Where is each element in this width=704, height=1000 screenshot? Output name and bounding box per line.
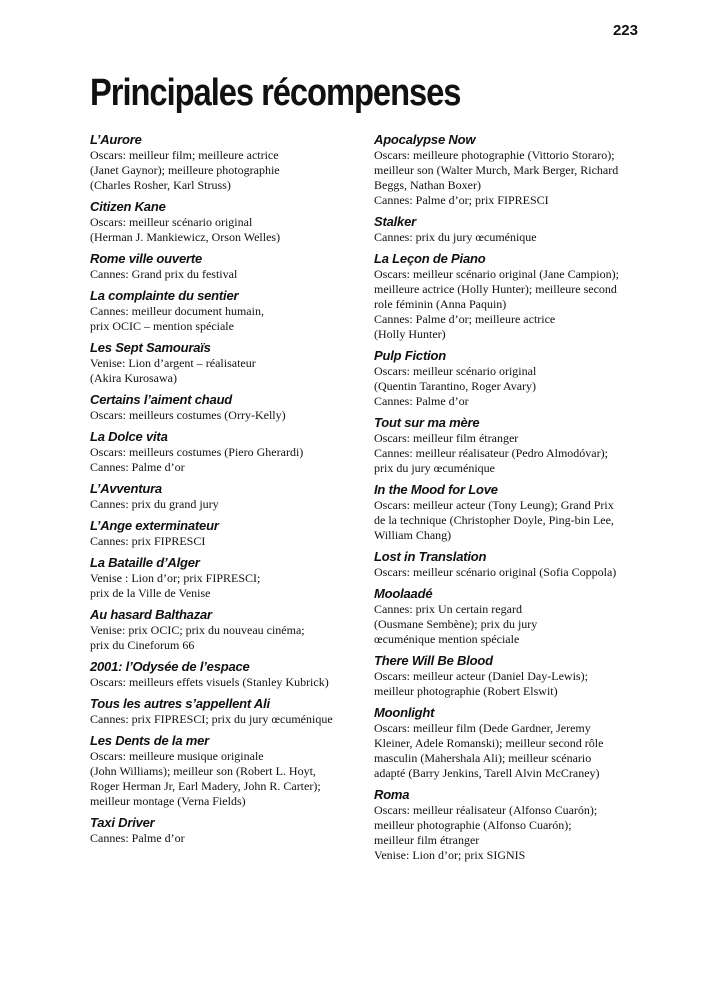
award-line: Oscars: meilleur scénario original	[374, 364, 537, 378]
award-entry	[90, 199, 360, 245]
film-title: Au hasard Balthazar	[90, 607, 212, 622]
film-title: Citizen Kane	[90, 199, 166, 214]
award-line: role féminin (Anna Paquin)	[374, 297, 507, 311]
award-line: Cannes: prix du jury œcuménique	[374, 230, 537, 244]
award-entry	[90, 251, 360, 282]
award-entry	[90, 815, 360, 846]
award-line: Venise: Lion d’or; prix SIGNIS	[374, 848, 526, 862]
award-entry	[374, 586, 644, 647]
award-line: Oscars: meilleurs costumes (Orry-Kelly)	[90, 408, 286, 422]
award-entry	[90, 481, 360, 512]
award-line: Kleiner, Adele Romanski); meilleur second rôle	[374, 736, 604, 750]
award-line: Venise : Lion d’or; prix FIPRESCI;	[90, 571, 261, 585]
film-title: Moolaadé	[374, 586, 433, 601]
award-entry	[374, 348, 644, 409]
left-column	[90, 132, 360, 852]
award-line: (Quentin Tarantino, Roger Avary)	[374, 379, 537, 393]
award-line: (Janet Gaynor); meilleure photographie	[90, 163, 280, 177]
film-title: Apocalypse Now	[374, 132, 476, 147]
award-entry	[90, 696, 360, 727]
award-line: Beggs, Nathan Boxer)	[374, 178, 481, 192]
film-title: In the Mood for Love	[374, 482, 498, 497]
award-line: adapté (Barry Jenkins, Tarell Alvin McCraney)	[374, 766, 600, 780]
award-line: prix de la Ville de Venise	[90, 586, 211, 600]
page-number: 223	[612, 22, 638, 39]
award-line: meilleur son (Walter Murch, Mark Berger, Richard	[374, 163, 619, 177]
award-line: Cannes: Palme d’or; meilleure actrice	[374, 312, 556, 326]
award-entry	[90, 340, 360, 386]
film-title: L’Aurore	[90, 132, 142, 147]
award-entry	[90, 429, 360, 475]
page-title: Principales récompenses	[90, 72, 461, 114]
award-entry	[374, 415, 644, 476]
award-line: meilleur film étranger	[374, 833, 480, 847]
award-line: Oscars: meilleur film; meilleure actrice	[90, 148, 279, 162]
award-entry	[90, 733, 360, 809]
film-title: Stalker	[374, 214, 416, 229]
film-title: Tous les autres s’appellent Ali	[90, 696, 270, 711]
award-entry	[374, 214, 644, 245]
award-line: Cannes: meilleur réalisateur (Pedro Almodóvar);	[374, 446, 608, 460]
award-line: Cannes: prix du grand jury	[90, 497, 219, 511]
award-line: Oscars: meilleur réalisateur (Alfonso Cuarón);	[374, 803, 598, 817]
award-entry	[374, 549, 644, 580]
award-line: Cannes: Palme d’or	[90, 460, 185, 474]
film-title: L’Ange exterminateur	[90, 518, 219, 533]
award-line: Cannes: Palme d’or; prix FIPRESCI	[374, 193, 549, 207]
award-line: prix OCIC – mention spéciale	[90, 319, 234, 333]
award-entry	[374, 787, 644, 863]
film-title: L’Avventura	[90, 481, 162, 496]
award-line: (Herman J. Mankiewicz, Orson Welles)	[90, 230, 281, 244]
award-entry	[374, 132, 644, 208]
film-title: Les Sept Samouraïs	[90, 340, 211, 355]
film-title: Pulp Fiction	[374, 348, 446, 363]
award-entry	[374, 482, 644, 543]
award-entry	[90, 392, 360, 423]
film-title: Lost in Translation	[374, 549, 487, 564]
film-title: There Will Be Blood	[374, 653, 493, 668]
award-line: meilleur photographie (Alfonso Cuarón);	[374, 818, 572, 832]
award-line: (John Williams); meilleur son (Robert L. Hoyt,	[90, 764, 316, 778]
film-title: 2001: l’Odysée de l’espace	[90, 659, 250, 674]
award-line: Cannes: prix FIPRESCI	[90, 534, 206, 548]
award-entry	[90, 288, 360, 334]
film-title: La Bataille d’Alger	[90, 555, 200, 570]
award-line: Oscars: meilleure photographie (Vittorio Storaro);	[374, 148, 615, 162]
award-entry	[90, 132, 360, 193]
award-line: prix du jury œcuménique	[374, 461, 495, 475]
award-line: Oscars: meilleurs costumes (Piero Gherardi)	[90, 445, 304, 459]
film-title: Certains l’aiment chaud	[90, 392, 233, 407]
award-line: Oscars: meilleur acteur (Tony Leung); Grand Prix	[374, 498, 614, 512]
film-title: Tout sur ma mère	[374, 415, 480, 430]
right-column	[374, 132, 644, 869]
award-line: masculin (Mahershala Ali); meilleur scénario	[374, 751, 592, 765]
award-line: Cannes: Palme d’or	[90, 831, 185, 845]
award-line: prix du Cineforum 66	[90, 638, 195, 652]
film-title: La Leçon de Piano	[374, 251, 486, 266]
film-title: Les Dents de la mer	[90, 733, 210, 748]
film-title: La Dolce vita	[90, 429, 168, 444]
award-entry	[90, 607, 360, 653]
film-title: La complainte du sentier	[90, 288, 239, 303]
award-line: (Ousmane Sembène); prix du jury	[374, 617, 538, 631]
award-entry	[374, 653, 644, 699]
award-line: Venise: prix OCIC; prix du nouveau cinéma;	[90, 623, 305, 637]
award-line: Oscars: meilleur film étranger	[374, 431, 519, 445]
award-entry	[90, 518, 360, 549]
award-line: meilleur photographie (Robert Elswit)	[374, 684, 558, 698]
award-line: Oscars: meilleur scénario original	[90, 215, 253, 229]
award-line: (Charles Rosher, Karl Struss)	[90, 178, 231, 192]
award-line: Roger Herman Jr, Earl Madery, John R. Carter);	[90, 779, 321, 793]
award-line: William Chang)	[374, 528, 452, 542]
film-title: Moonlight	[374, 705, 435, 720]
award-line: œcuménique mention spéciale	[374, 632, 520, 646]
award-entry	[374, 705, 644, 781]
award-line: Venise: Lion d’argent – réalisateur	[90, 356, 256, 370]
award-line: (Holly Hunter)	[374, 327, 446, 341]
award-line: de la technique (Christopher Doyle, Ping-bin Lee,	[374, 513, 614, 527]
award-line: Oscars: meilleurs effets visuels (Stanley Kubrick)	[90, 675, 329, 689]
award-line: Oscars: meilleur scénario original (Sofia Coppola)	[374, 565, 617, 579]
award-line: Oscars: meilleure musique originale	[90, 749, 264, 763]
award-line: Oscars: meilleur scénario original (Jane Campion);	[374, 267, 619, 281]
award-entry	[90, 555, 360, 601]
award-entry	[374, 251, 644, 342]
award-line: Cannes: meilleur document humain,	[90, 304, 264, 318]
award-line: Oscars: meilleur acteur (Daniel Day-Lewis);	[374, 669, 588, 683]
film-title: Roma	[374, 787, 410, 802]
award-entry	[90, 659, 360, 690]
award-line: Cannes: prix Un certain regard	[374, 602, 522, 616]
award-line: Oscars: meilleur film (Dede Gardner, Jeremy	[374, 721, 591, 735]
award-line: meilleur montage (Verna Fields)	[90, 794, 246, 808]
award-line: Cannes: Palme d’or	[374, 394, 469, 408]
award-line: (Akira Kurosawa)	[90, 371, 177, 385]
award-line: Cannes: Grand prix du festival	[90, 267, 238, 281]
film-title: Rome ville ouverte	[90, 251, 202, 266]
film-title: Taxi Driver	[90, 815, 155, 830]
award-line: meilleure actrice (Holly Hunter); meilleure second	[374, 282, 617, 296]
award-line: Cannes: prix FIPRESCI; prix du jury œcuménique	[90, 712, 333, 726]
